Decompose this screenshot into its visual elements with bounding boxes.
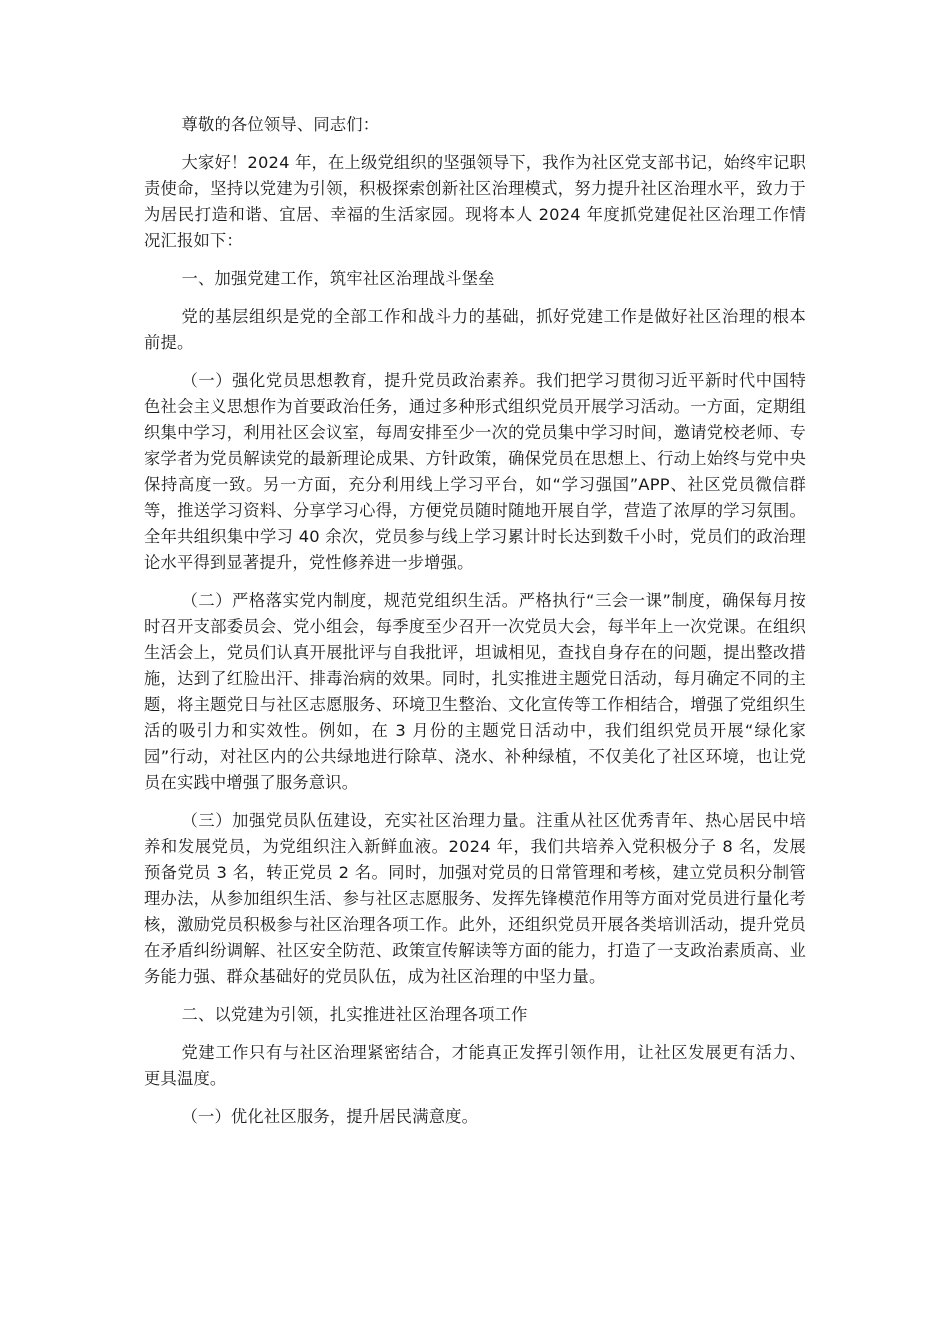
salutation: 尊敬的各位领导、同志们： — [181, 115, 380, 134]
section-2-heading: 二、以党建为引领，扎实推进社区治理各项工作 — [181, 1005, 528, 1024]
section-1-lead: 党的基层组织是党的全部工作和战斗力的基础，抓好党建工作是做好社区治理的根本前提。 — [144, 307, 806, 352]
intro-paragraph: 大家好！2024 年，在上级党组织的坚强领导下，我作为社区党支部书记，始终牢记职责使命，坚持以党建为引领，积极探索创新社区治理模式，努力提升社区治理水平，致力于为居民打造和谐、宜居、幸福的生活家园。现将本人 2024 年度抓党建促社区治理工作情况汇报如下： — [144, 153, 806, 250]
document-page — [144, 112, 806, 1142]
section-1-heading: 一、加强党建工作，筑牢社区治理战斗堡垒 — [181, 269, 495, 288]
section-2-item-1: （一）优化社区服务，提升居民满意度。 — [181, 1107, 479, 1126]
section-1-item-2: （二）严格落实党内制度，规范党组织生活。严格执行“三会一课”制度，确保每月按时召开支部委员会、党小组会，每季度至少召开一次党员大会，每半年上一次党课。在组织生活会上，党员们认真开展批评与自我批评，坦诚相见，查找自身存在的问题，提出整改措施，达到了红脸出汗、排毒治病的效果。同时，扎实推进主题党日活动，每月确定不同的主题，将主题党日与社区志愿服务、环境卫生整治、文化宣传等工作相结合，增强了党组织生活的吸引力和实效性。例如，在 3 月份的主题党日活动中，我们组织党员开展“绿化家园”行动，对社区内的公共绿地进行除草、浇水、补种绿植，不仅美化了社区环境，也让党员在实践中增强了服务意识。 — [144, 591, 806, 792]
section-1-item-1: （一）强化党员思想教育，提升党员政治素养。我们把学习贯彻习近平新时代中国特色社会主义思想作为首要政治任务，通过多种形式组织党员开展学习活动。一方面，定期组织集中学习，利用社区会议室，每周安排至少一次的党员集中学习时间，邀请党校老师、专家学者为党员解读党的最新理论成果、方针政策，确保党员在思想上、行动上始终与党中央保持高度一致。另一方面，充分利用线上学习平台，如“学习强国”APP、社区党员微信群等，推送学习资料、分享学习心得，方便党员随时随地开展自学，营造了浓厚的学习氛围。全年共组织集中学习 40 余次，党员参与线上学习累计时长达到数千小时，党员们的政治理论水平得到显著提升，党性修养进一步增强。 — [144, 371, 806, 572]
section-1-item-3: （三）加强党员队伍建设，充实社区治理力量。注重从社区优秀青年、热心居民中培养和发展党员，为党组织注入新鲜血液。2024 年，我们共培养入党积极分子 8 名，发展预备党员 3 名，转正党员 2 名。同时，加强对党员的日常管理和考核，建立党员积分制管理办法，从参加组织生活、参与社区志愿服务、发挥先锋模范作用等方面对党员进行量化考核，激励党员积极参与社区治理各项工作。此外，还组织党员开展各类培训活动，提升党员在矛盾纠纷调解、社区安全防范、政策宣传解读等方面的能力，打造了一支政治素质高、业务能力强、群众基础好的党员队伍，成为社区治理的中坚力量。 — [144, 811, 806, 986]
section-2-lead: 党建工作只有与社区治理紧密结合，才能真正发挥引领作用，让社区发展更有活力、更具温度。 — [144, 1043, 806, 1088]
